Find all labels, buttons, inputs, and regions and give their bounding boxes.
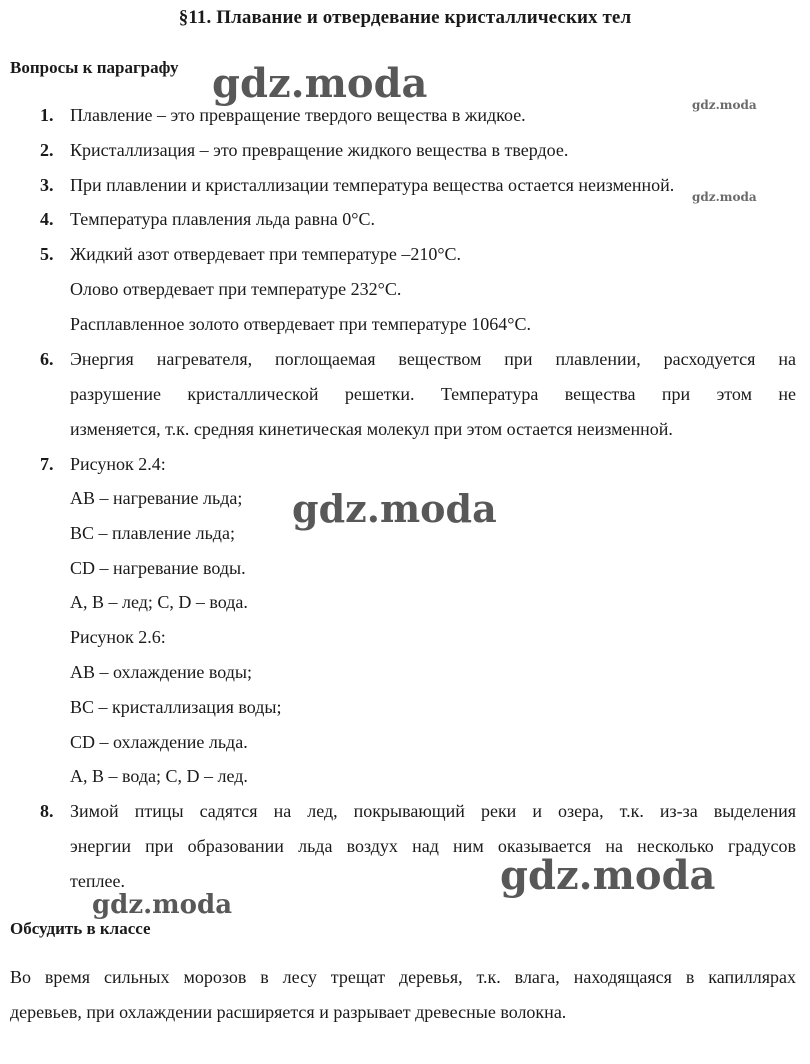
answer-number: 8. xyxy=(40,801,54,821)
watermark-logo: gdz.moda xyxy=(92,890,233,920)
watermark-logo: gdz.moda xyxy=(292,486,497,531)
answer-number: 3. xyxy=(40,175,54,195)
watermark-logo: gdz.moda xyxy=(212,60,428,107)
answer-number: 2. xyxy=(40,140,54,160)
questions-heading: Вопросы к параграфу xyxy=(10,58,179,77)
answer-text: АВ – охлаждение воды; xyxy=(70,662,252,682)
answer-number: 5. xyxy=(40,244,54,264)
answer-text: Жидкий азот отвердевает при температуре –210°С. xyxy=(70,244,462,264)
answer-text: Температура плавления льда равна 0°С. xyxy=(70,209,375,229)
answer-text: Кристаллизация – это превращение жидкого вещества в твердое. xyxy=(70,140,569,160)
answer-number: 7. xyxy=(40,454,54,474)
answer-number: 6. xyxy=(40,349,54,369)
answer-text: разрушение кристаллической решетки. Температура вещества при этом не xyxy=(70,384,796,404)
answer-text: Зимой птицы садятся на лед, покрывающий реки и озера, т.к. из-за выделения xyxy=(70,801,796,821)
answer-number: 1. xyxy=(40,105,54,125)
answer-text: При плавлении и кристаллизации температура вещества остается неизменной. xyxy=(70,175,675,195)
answer-text: Плавление – это превращение твердого вещества в жидкое. xyxy=(70,105,526,125)
answer-text: Рисунок 2.4: xyxy=(70,454,166,474)
answer-text: Рисунок 2.6: xyxy=(70,627,166,647)
answer-text: ВС – кристаллизация воды; xyxy=(70,697,282,717)
answer-text: А, В – лед; С, D – вода. xyxy=(70,592,248,612)
answer-text: теплее. xyxy=(70,871,125,891)
answer-text: энергии при образовании льда воздух над ним оказывается на несколько градусов xyxy=(70,836,796,856)
watermark-logo: gdz.moda xyxy=(500,852,716,899)
answer-text: А, В – вода; С, D – лед. xyxy=(70,766,248,786)
answer-text: изменяется, т.к. средняя кинетическая молекул при этом остается неизменной. xyxy=(70,419,673,439)
watermark-logo-small: gdz.moda xyxy=(692,190,757,204)
answer-text: CD – нагревание воды. xyxy=(70,558,246,578)
discuss-heading: Обсудить в классе xyxy=(10,919,151,938)
answer-number: 4. xyxy=(40,209,54,229)
answer-text: Расплавленное золото отвердевает при температуре 1064°С. xyxy=(70,314,531,334)
answer-text: Энергия нагревателя, поглощаемая веществом при плавлении, расходуется на xyxy=(70,349,796,369)
answer-text: ВС – плавление льда; xyxy=(70,523,235,543)
answer-text: CD – охлаждение льда. xyxy=(70,732,248,752)
answer-text: Олово отвердевает при температуре 232°С. xyxy=(70,279,402,299)
answer-text: АВ – нагревание льда; xyxy=(70,488,243,508)
page-title: §11. Плавание и отвердевание кристаллических тел xyxy=(178,7,632,28)
watermark-logo-small: gdz.moda xyxy=(692,98,757,112)
discussion-text: деревьев, при охлаждении расширяется и разрывает древесные волокна. xyxy=(10,1002,567,1022)
discussion-text: Во время сильных морозов в лесу трещат деревья, т.к. влага, находящаяся в капиллярах xyxy=(10,967,796,987)
